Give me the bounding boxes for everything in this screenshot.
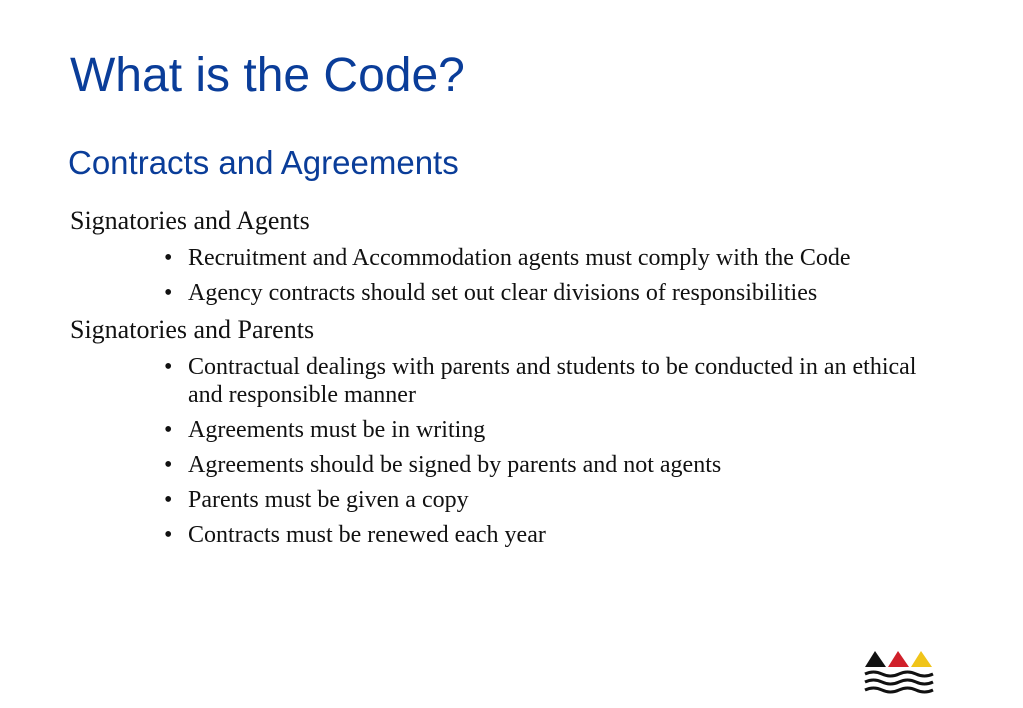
bullet-icon: •	[164, 280, 173, 306]
section-parents	[70, 314, 950, 549]
list-item	[164, 244, 928, 272]
yellow-triangle-icon	[911, 651, 932, 667]
list-item	[164, 521, 928, 549]
list-item-text: Parents must be given a copy	[188, 487, 469, 513]
slide-subtitle: Contracts and Agreements	[68, 144, 459, 181]
list-item-text: Agency contracts should set out clear divisions of responsibilities	[188, 280, 818, 306]
wave-line-icon	[865, 688, 933, 692]
list-item	[164, 451, 928, 479]
slide-title: What is the Code?	[70, 49, 465, 102]
list-item-text: Agreements should be signed by parents and not agents	[188, 452, 722, 478]
bullet-icon: •	[164, 354, 173, 380]
triangles-waves-logo-icon	[864, 650, 934, 696]
list-item	[164, 416, 928, 444]
list-item-text: Contractual dealings with parents and students to be conducted in an ethical and responsible manner	[188, 354, 917, 408]
section-heading: Signatories and Parents	[70, 315, 315, 344]
bullet-icon: •	[164, 417, 173, 443]
section-agents	[70, 205, 950, 307]
list-item	[164, 279, 928, 307]
list-item	[164, 486, 928, 514]
slide-body	[70, 205, 950, 556]
bullet-icon: •	[164, 245, 173, 271]
bullet-list	[70, 353, 950, 549]
list-item-text: Contracts must be renewed each year	[188, 522, 546, 548]
black-triangle-icon	[865, 651, 886, 667]
section-heading: Signatories and Agents	[70, 206, 310, 235]
list-item-text: Agreements must be in writing	[188, 417, 486, 443]
bullet-icon: •	[164, 452, 173, 478]
red-triangle-icon	[888, 651, 909, 667]
bullet-list	[70, 244, 950, 307]
bullet-icon: •	[164, 487, 173, 513]
wave-line-icon	[865, 680, 933, 684]
wave-line-icon	[865, 672, 933, 676]
bullet-icon: •	[164, 522, 173, 548]
list-item-text: Recruitment and Accommodation agents must comply with the Code	[188, 245, 851, 271]
list-item	[164, 353, 928, 409]
